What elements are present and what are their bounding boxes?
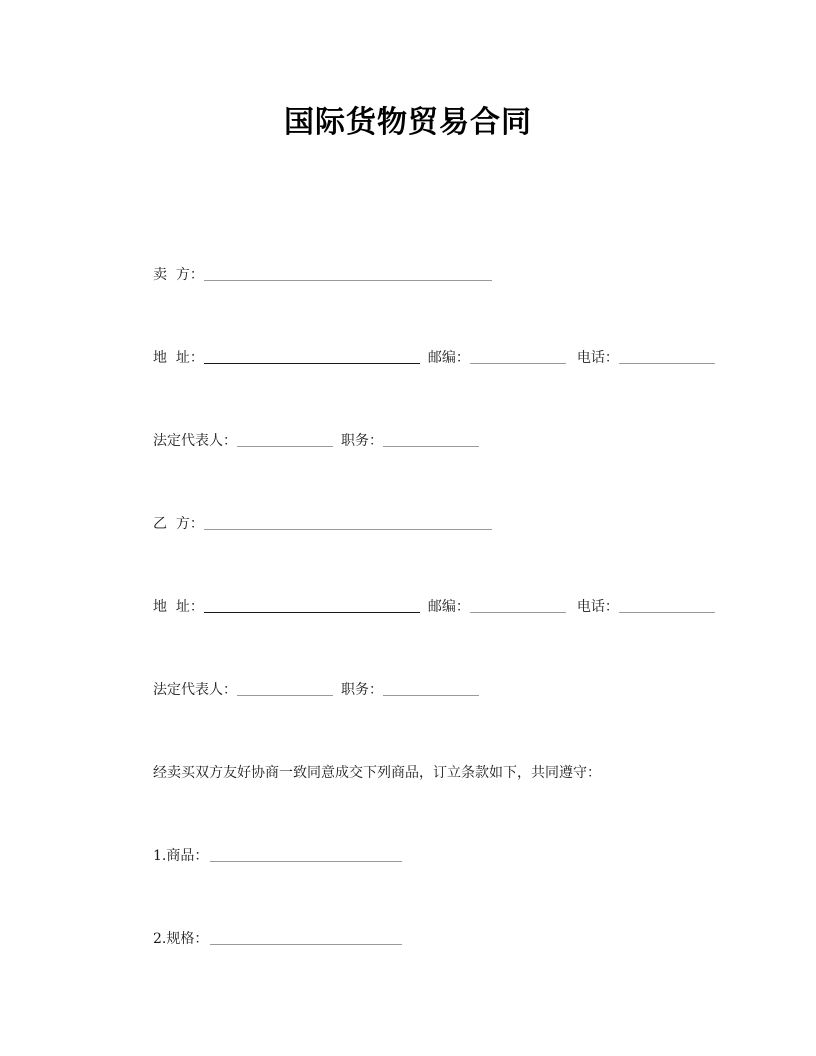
seller-address-label: 地 址： [153, 350, 204, 366]
buyer-legal-rep-label: 法定代表人： [153, 682, 237, 698]
buyer-address-row [153, 594, 715, 616]
seller-address-row [153, 345, 715, 367]
buyer-phone-label: 电话： [576, 599, 619, 615]
buyer-label: 乙 方： [153, 516, 204, 532]
buyer-position-blank[interactable] [383, 694, 479, 696]
seller-postcode-label: 邮编： [427, 350, 470, 366]
document-title: 国际货物贸易合同 [284, 105, 532, 140]
seller-legal-rep-row [153, 428, 479, 450]
clause-spec-blank[interactable] [210, 943, 402, 945]
buyer-address-label: 地 址： [153, 599, 204, 615]
seller-position-blank[interactable] [383, 445, 479, 447]
seller-row [153, 262, 492, 284]
clause-spec-row [153, 926, 402, 948]
buyer-position-label: 职务： [341, 682, 383, 698]
seller-position-label: 职务： [341, 433, 383, 449]
seller-name-blank[interactable] [204, 279, 492, 281]
seller-postcode-blank[interactable] [470, 362, 566, 364]
buyer-row [153, 511, 492, 533]
buyer-postcode-label: 邮编： [427, 599, 470, 615]
clause-spec-label: 2.规格： [153, 931, 209, 947]
seller-address-blank[interactable] [204, 362, 420, 364]
clause-goods-label: 1.商品： [153, 848, 209, 864]
seller-legal-rep-blank[interactable] [237, 445, 333, 447]
buyer-postcode-blank[interactable] [470, 611, 566, 613]
buyer-name-blank[interactable] [204, 528, 492, 530]
clause-goods-row [153, 843, 402, 865]
intro-text: 经卖买双方友好协商一致同意成交下列商品，订立条款如下，共同遵守： [153, 765, 601, 781]
buyer-legal-rep-row [153, 677, 479, 699]
clause-goods-blank[interactable] [210, 860, 402, 862]
seller-phone-label: 电话： [576, 350, 619, 366]
buyer-address-blank[interactable] [204, 611, 420, 613]
seller-phone-blank[interactable] [619, 362, 715, 364]
buyer-legal-rep-blank[interactable] [237, 694, 333, 696]
seller-label: 卖 方： [153, 267, 204, 283]
buyer-phone-blank[interactable] [619, 611, 715, 613]
intro-row [153, 760, 601, 782]
seller-legal-rep-label: 法定代表人： [153, 433, 237, 449]
